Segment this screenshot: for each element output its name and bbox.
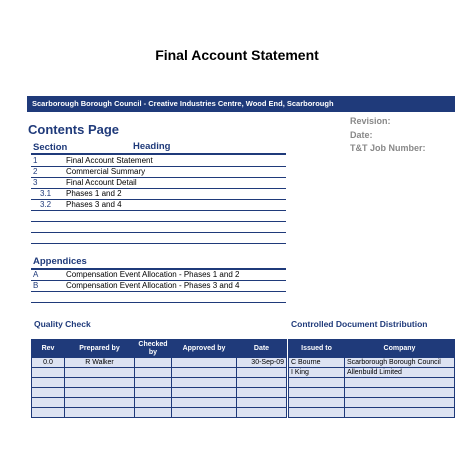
table-cell[interactable] <box>237 388 287 398</box>
table-cell[interactable] <box>289 378 345 388</box>
table-cell[interactable] <box>172 378 237 388</box>
table-row <box>289 388 455 398</box>
table-cell[interactable] <box>65 378 135 388</box>
contents-page-title: Contents Page <box>28 122 120 137</box>
revision-label: Revision: <box>350 116 391 126</box>
date-label: Date: <box>350 129 373 140</box>
job-number-label: T&T Job Number: <box>350 143 426 153</box>
table-cell[interactable] <box>345 378 455 388</box>
appendix-row-rule <box>31 291 286 292</box>
table-cell[interactable] <box>289 388 345 398</box>
appendices-title: Appendices <box>33 256 87 267</box>
quality-check-title: Quality Check <box>34 319 91 329</box>
date-column-header: Date <box>237 340 287 358</box>
table-cell[interactable] <box>237 408 287 418</box>
table-cell[interactable] <box>65 408 135 418</box>
contents-row-num: 1 <box>33 156 38 165</box>
table-cell[interactable] <box>237 378 287 388</box>
contents-row-text: Phases 1 and 2 <box>66 189 122 198</box>
table-cell[interactable]: Scarborough Borough Council <box>345 358 455 368</box>
contents-header-rule <box>31 153 286 155</box>
table-cell[interactable] <box>135 368 172 378</box>
table-row <box>289 358 455 368</box>
table-cell[interactable] <box>172 368 237 378</box>
table-cell[interactable] <box>172 408 237 418</box>
appendix-row-rule <box>31 302 286 303</box>
appendix-row-num: A <box>33 270 39 279</box>
issued-to-column-header: Issued to <box>289 340 345 358</box>
table-row <box>32 378 287 388</box>
table-cell[interactable] <box>172 398 237 408</box>
section-column-header: Section <box>33 142 68 153</box>
revision-block <box>350 115 426 156</box>
table-row <box>32 358 287 368</box>
table-cell[interactable] <box>135 398 172 408</box>
table-cell[interactable] <box>65 398 135 408</box>
distribution-header-row <box>289 340 455 358</box>
contents-row-text: Commercial Summary <box>66 167 146 176</box>
distribution-table <box>288 339 455 418</box>
contents-row-text: Final Account Detail <box>66 178 137 187</box>
table-cell[interactable] <box>345 388 455 398</box>
table-cell[interactable] <box>135 378 172 388</box>
contents-row-rule <box>31 243 286 244</box>
contents-row-rule <box>31 221 286 222</box>
checked-by-column-header: Checked by <box>135 340 172 358</box>
appendix-row-num: B <box>33 281 39 290</box>
contents-row-num: 2 <box>33 167 38 176</box>
project-banner: Scarborough Borough Council - Creative Industries Centre, Wood End, Scarborough <box>27 96 455 111</box>
table-row <box>289 378 455 388</box>
table-cell[interactable]: R Walker <box>65 358 135 368</box>
table-cell[interactable]: Allenbuild Limited <box>345 368 455 378</box>
contents-row-num: 3.2 <box>40 200 52 209</box>
appendix-row-text: Compensation Event Allocation - Phases 1 and 2 <box>66 270 240 279</box>
distribution-title: Controlled Document Distribution <box>291 319 428 329</box>
rev-column-header: Rev <box>32 340 65 358</box>
appendix-row-text: Compensation Event Allocation - Phases 3 and 4 <box>66 281 240 290</box>
table-row <box>32 388 287 398</box>
table-cell[interactable]: 30-Sep-09 <box>237 358 287 368</box>
heading-column-header: Heading <box>133 141 171 152</box>
banner-divider <box>27 111 455 112</box>
table-cell[interactable] <box>32 398 65 408</box>
table-cell[interactable] <box>32 388 65 398</box>
table-cell[interactable] <box>289 408 345 418</box>
table-cell[interactable] <box>65 388 135 398</box>
contents-row-num: 3.1 <box>40 189 52 198</box>
table-cell[interactable] <box>345 408 455 418</box>
table-cell[interactable] <box>135 408 172 418</box>
table-row <box>32 408 287 418</box>
table-row <box>289 368 455 378</box>
table-cell[interactable] <box>135 388 172 398</box>
table-cell[interactable] <box>237 368 287 378</box>
table-cell[interactable] <box>32 378 65 388</box>
table-cell[interactable] <box>172 388 237 398</box>
table-row <box>32 398 287 408</box>
table-cell[interactable] <box>172 358 237 368</box>
quality-check-header-row <box>32 340 287 358</box>
table-cell[interactable]: I King <box>289 368 345 378</box>
contents-row-num: 3 <box>33 178 38 187</box>
contents-row-rule <box>31 210 286 211</box>
prepared-by-column-header: Prepared by <box>65 340 135 358</box>
table-row <box>289 408 455 418</box>
table-cell[interactable]: C Bourne <box>289 358 345 368</box>
document-title: Final Account Statement <box>155 47 319 63</box>
table-row <box>289 398 455 408</box>
table-cell[interactable] <box>289 398 345 408</box>
table-row <box>32 368 287 378</box>
contents-row-text: Phases 3 and 4 <box>66 200 122 209</box>
table-cell[interactable] <box>32 368 65 378</box>
contents-row-text: Final Account Statement <box>66 156 153 165</box>
approved-by-column-header: Approved by <box>172 340 237 358</box>
table-cell[interactable]: 0.0 <box>32 358 65 368</box>
table-cell[interactable] <box>135 358 172 368</box>
table-cell[interactable] <box>32 408 65 418</box>
table-cell[interactable] <box>345 398 455 408</box>
quality-check-table <box>31 339 287 418</box>
company-column-header: Company <box>345 340 455 358</box>
table-cell[interactable] <box>237 398 287 408</box>
table-cell[interactable] <box>65 368 135 378</box>
contents-row-rule <box>31 232 286 233</box>
